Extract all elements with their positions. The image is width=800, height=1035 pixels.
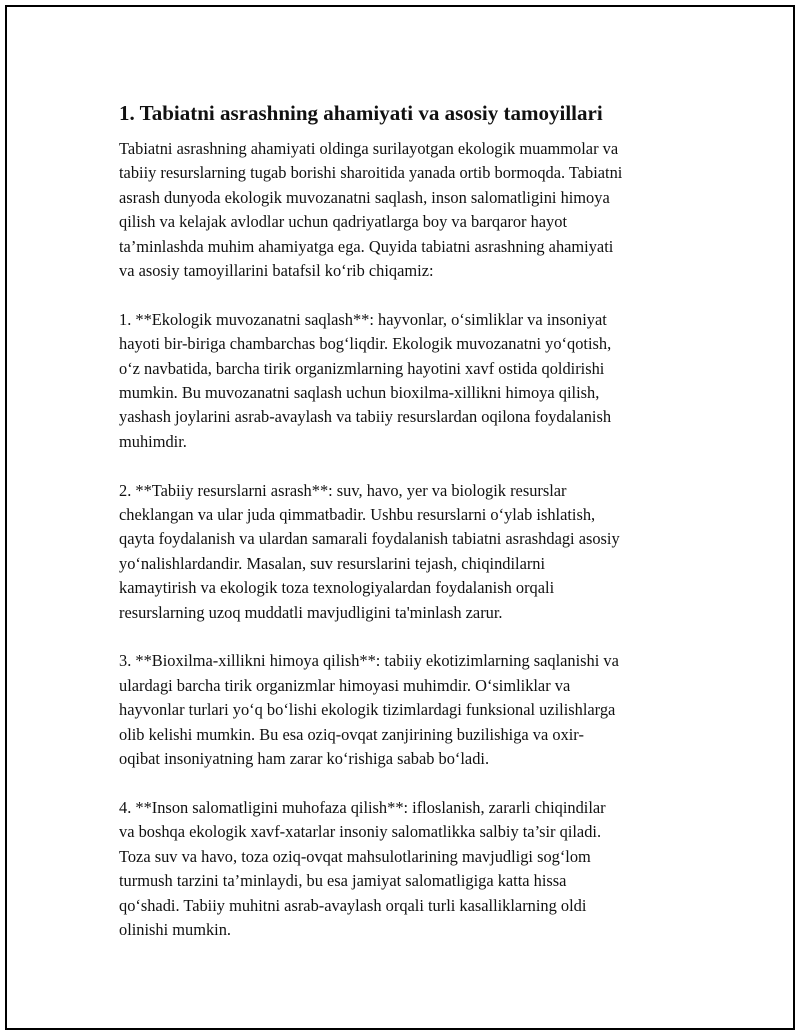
paragraph: [119, 308, 699, 454]
paragraph-line: o‘z navbatida, barcha tirik organizmlarning hayotini xavf ostida qoldirishi: [119, 358, 605, 378]
paragraph-line: qo‘shadi. Tabiiy muhitni asrab-avaylash orqali turli kasalliklarning oldi: [119, 895, 587, 915]
page-frame: [5, 5, 795, 1030]
paragraph-line: 2. **Tabiiy resurslarni asrash**: suv, havo, yer va biologik resurslar: [119, 480, 567, 500]
paragraph-line: hayvonlar turlari yo‘q bo‘lishi ekologik tizimlardagi funksional uzilishlarga: [119, 700, 616, 720]
paragraph-line: olinishi mumkin.: [119, 919, 232, 939]
paragraph-line: va boshqa ekologik xavf-xatarlar insoniy salomatlikka salbiy ta’sir qiladi.: [119, 822, 602, 842]
paragraph-line: oqibat insoniyatning ham zarar ko‘rishiga sabab bo‘ladi.: [119, 749, 490, 769]
paragraph: [119, 796, 699, 942]
paragraph: [119, 137, 699, 283]
paragraph-line: qayta foydalanish va ulardan samarali foydalanish tabiatni asrashdagi asosiy: [119, 529, 620, 549]
paragraph-line: va asosiy tamoyillarini batafsil ko‘rib chiqamiz:: [119, 261, 434, 281]
paragraph-line: asrash dunyoda ekologik muvozanatni saqlash, inson salomatligini himoya: [119, 187, 610, 207]
document-body: [119, 99, 699, 967]
paragraph-line: cheklangan va ular juda qimmatbadir. Ushbu resurslarni o‘ylab ishlatish,: [119, 505, 596, 525]
paragraph-line: yo‘nalishlardandir. Masalan, suv resurslarini tejash, chiqindilarni: [119, 553, 546, 573]
paragraph-list: [119, 137, 699, 942]
paragraph-line: yashash joylarini asrab-avaylash va tabiiy resurslardan oqilona foydalanish: [119, 407, 612, 427]
paragraph-line: qilish va kelajak avlodlar uchun qadriyatlarga boy va barqaror hayot: [119, 212, 568, 232]
paragraph-line: muhimdir.: [119, 431, 187, 451]
paragraph-line: ta’minlashda muhim ahamiyatga ega. Quyida tabiatni asrashning ahamiyati: [119, 236, 614, 256]
paragraph-line: 3. **Bioxilma-xillikni himoya qilish**: tabiiy ekotizimlarning saqlanishi va: [119, 651, 619, 671]
paragraph-line: mumkin. Bu muvozanatni saqlash uchun bioxilma-xillikni himoya qilish,: [119, 383, 600, 403]
paragraph-line: kamaytirish va ekologik toza texnologiyalardan foydalanish orqali: [119, 578, 555, 598]
paragraph-line: olib kelishi mumkin. Bu esa oziq-ovqat zanjirining buzilishiga va oxir-: [119, 724, 584, 744]
paragraph-line: hayoti bir-biriga chambarchas bog‘liqdir. Ekologik muvozanatni yo‘qotish,: [119, 334, 612, 354]
paragraph-line: turmush tarzini ta’minlaydi, bu esa jamiyat salomatligiga katta hissa: [119, 871, 567, 891]
paragraph-line: Toza suv va havo, toza oziq-ovqat mahsulotlarining mavjudligi sog‘lom: [119, 846, 591, 866]
paragraph-line: 4. **Inson salomatligini muhofaza qilish**: ifloslanish, zararli chiqindilar: [119, 797, 606, 817]
paragraph-line: 1. **Ekologik muvozanatni saqlash**: hayvonlar, o‘simliklar va insoniyat: [119, 309, 607, 329]
section-heading: 1. Tabiatni asrashning ahamiyati va asosiy tamoyillari: [119, 101, 603, 125]
paragraph: [119, 649, 699, 771]
paragraph-line: resurslarning uzoq muddatli mavjudligini ta'minlash zarur.: [119, 602, 503, 622]
paragraph-line: Tabiatni asrashning ahamiyati oldinga surilayotgan ekologik muammolar va: [119, 139, 619, 158]
paragraph-line: tabiiy resurslarning tugab borishi sharoitida yanada ortib bormoqda. Tabiatni: [119, 163, 623, 183]
paragraph: [119, 479, 699, 625]
paragraph-line: ulardagi barcha tirik organizmlar himoyasi muhimdir. O‘simliklar va: [119, 675, 571, 695]
